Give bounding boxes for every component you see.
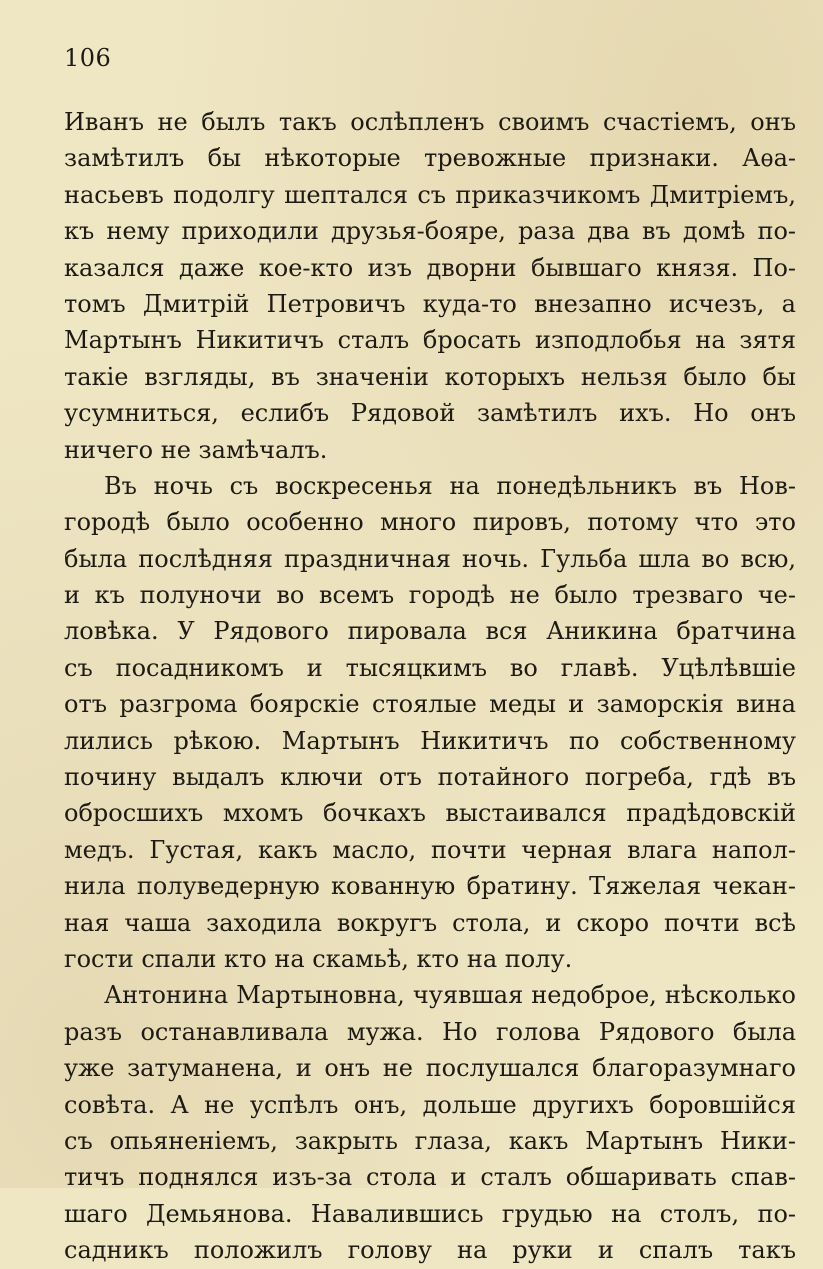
text-line: уже затуманена, и онъ не послушался благоразумнаго: [64, 1054, 796, 1083]
text-line: ная чаша заходила вокругъ стола, и скоро почти всѣ: [64, 908, 796, 937]
text-line: къ нему приходили друзья-бояре, раза два въ домѣ по-: [64, 217, 796, 246]
text-line: казался даже кое-кто изъ дворни бывшаго князя. По-: [64, 253, 796, 282]
text-line: Въ ночь съ воскресенья на понедѣльникъ въ Нов-: [104, 471, 796, 500]
page-number: 106: [64, 44, 112, 72]
text-line: тичъ поднялся изъ-за стола и сталъ обшаривать спав-: [64, 1163, 796, 1192]
text-line: томъ Дмитрій Петровичъ куда-то внезапно исчезъ, а: [64, 289, 796, 318]
body-text: [64, 104, 796, 1269]
text-line: ловѣка. У Рядового пировала вся Аникина братчина: [64, 617, 796, 646]
text-line: ничего не замѣчалъ.: [64, 435, 328, 464]
text-line: отъ разгрома боярскіе стоялые меды и заморскія вина: [64, 690, 796, 719]
text-line: медъ. Густая, какъ масло, почти черная влага напол-: [64, 835, 796, 864]
text-line: садникъ положилъ голову на руки и спалъ такъ: [64, 1236, 796, 1265]
text-line: обросшихъ мхомъ бочкахъ выстаивался прадѣдовскій: [64, 799, 796, 828]
text-line: съ посадникомъ и тысяцкимъ во главѣ. Уцѣлѣвшіе: [64, 653, 796, 682]
text-line: и къ полуночи во всемъ городѣ не было трезваго че-: [64, 581, 796, 610]
text-line: совѣта. А не успѣлъ онъ, дольше другихъ боровшійся: [64, 1090, 796, 1119]
text-line: шаго Демьянова. Навалившись грудью на столъ, по-: [64, 1199, 796, 1228]
text-line: съ опьяненіемъ, закрыть глаза, какъ Мартынъ Ники-: [64, 1126, 796, 1155]
text-line: Мартынъ Никитичъ сталъ бросать изподлобья на зятя: [64, 326, 796, 355]
text-line: разъ останавливала мужа. Но голова Рядового была: [64, 1017, 796, 1046]
text-line: Антонина Мартыновна, чуявшая недоброе, нѣсколько: [104, 981, 796, 1010]
text-line: почину выдалъ ключи отъ потайного погреба, гдѣ въ: [64, 763, 796, 792]
text-line: усумниться, еслибъ Рядовой замѣтилъ ихъ. Но онъ: [64, 399, 796, 428]
text-line: насьевъ подолгу шептался съ приказчикомъ Дмитріемъ,: [64, 180, 796, 209]
text-line: была послѣдняя праздничная ночь. Гульба шла во всю,: [64, 544, 796, 573]
text-line: Иванъ не былъ такъ ослѣпленъ своимъ счастіемъ, онъ: [64, 108, 796, 136]
text-line: такіе взгляды, въ значеніи которыхъ нельзя было бы: [64, 362, 796, 391]
text-line: нила полуведерную кованную братину. Тяжелая чекан-: [64, 872, 796, 901]
text-line: лились рѣкою. Мартынъ Никитичъ по собственному: [64, 726, 796, 755]
text-line: замѣтилъ бы нѣкоторые тревожные признаки. Аѳа-: [64, 144, 796, 173]
text-line: гости спали кто на скамьѣ, кто на полу.: [64, 944, 573, 973]
text-line: городѣ было особенно много пировъ, потому что это: [64, 508, 796, 537]
